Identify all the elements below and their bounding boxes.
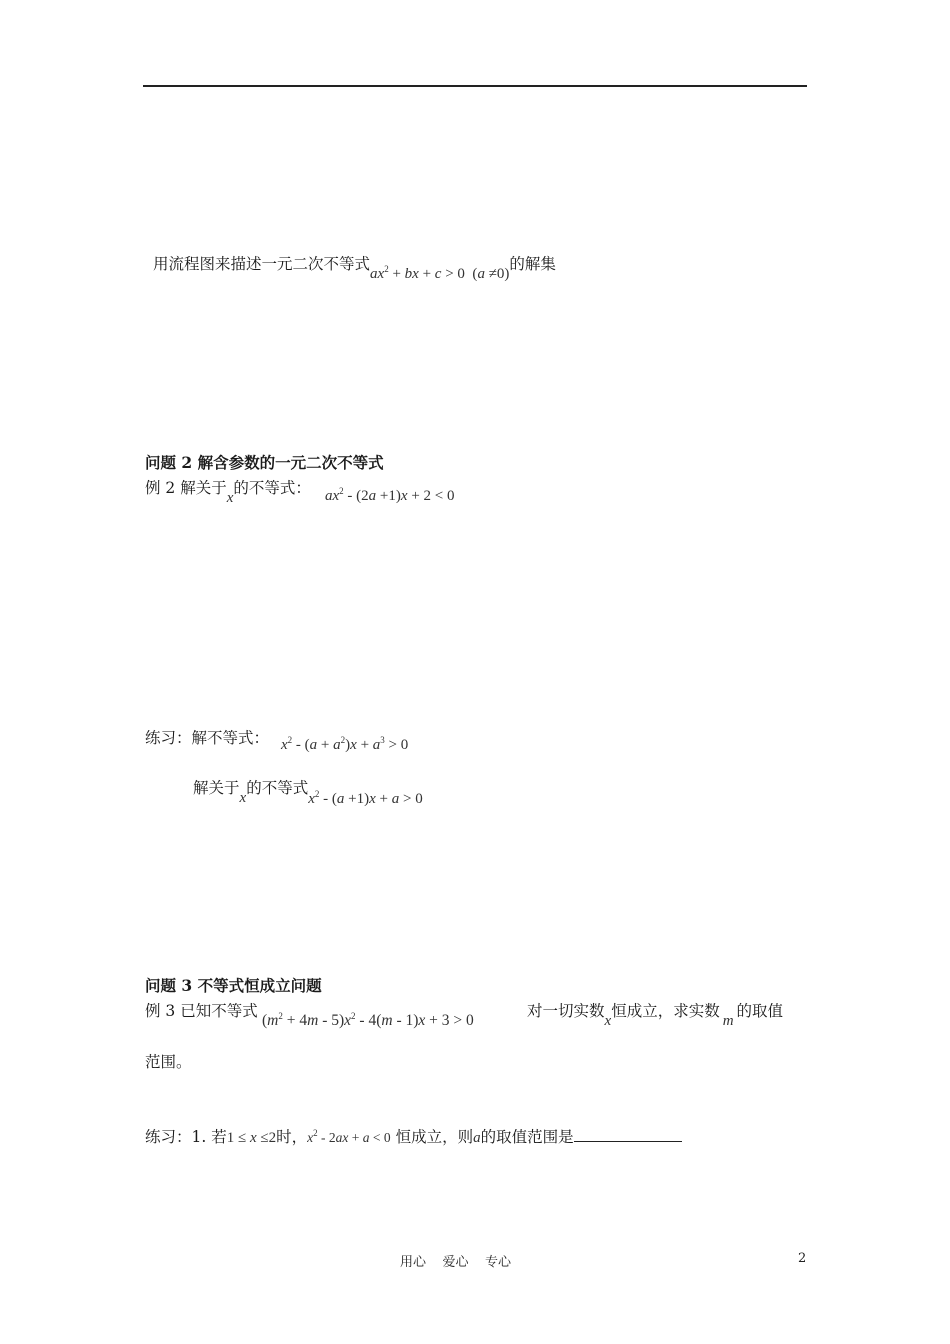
formula-example3: $(m^2 + 4m - 5)x^2 - 4(m - 1)x + 3 > 0$	[262, 1011, 474, 1029]
practice2-end: 的取值范围是	[480, 1128, 574, 1146]
practice1-label: 练习：解不等式：	[145, 729, 270, 747]
formula-example2: $ax^2 - (2a +1)x + 2 < 0$	[325, 486, 455, 504]
formula-condition: 1 ≤ x ≤2	[226, 1130, 277, 1146]
example2-suffix: 的不等式：	[233, 479, 311, 497]
example3-text-mid2: 恒成立，求实数	[611, 1002, 720, 1020]
formula-general-quadratic: $ax^2$ + bx + c > 0 (a ≠0)	[370, 264, 510, 282]
answer-blank	[574, 1127, 682, 1142]
variable-m: m	[722, 1013, 734, 1029]
flowchart-line	[153, 252, 556, 282]
practice2-mid: 恒成立，则	[395, 1128, 474, 1146]
header-rule	[143, 85, 807, 87]
problem2-heading: 问题 2 解含参数的一元二次不等式	[145, 453, 384, 472]
practice2-line	[145, 1125, 682, 1147]
example2-line	[145, 476, 311, 506]
variable-x: x	[239, 790, 247, 806]
footer-motto: 用心 爱心 专心	[400, 1255, 512, 1270]
example3-text-end: 的取值	[736, 1002, 784, 1020]
variable-x: x	[604, 1013, 612, 1029]
formula-practice1b: $x^2 - (a +1)x + a > 0$	[308, 789, 423, 807]
example3-line2: 范围。	[145, 1053, 192, 1071]
page-number: 2	[798, 1251, 807, 1266]
practice1-line2-suffix: 的不等式	[246, 779, 309, 797]
practice1-line2	[193, 776, 423, 807]
flowchart-text-before: 用流程图来描述一元二次不等式	[153, 255, 371, 273]
flowchart-text-after: 的解集	[509, 255, 556, 273]
example2-prefix: 例 2 解关于	[145, 479, 227, 497]
formula-practice1a: $x^2 - (a + a^2)x + a^3 > 0$	[281, 735, 409, 753]
practice2-prefix: 练习：1. 若	[145, 1128, 227, 1146]
practice1-line2-prefix: 解关于	[193, 779, 240, 797]
example3-line-tail	[527, 999, 784, 1029]
example3-line	[145, 999, 258, 1021]
variable-a: a	[473, 1130, 481, 1146]
example3-prefix: 例 3 已知不等式	[145, 1002, 258, 1020]
example3-text-mid: 对一切实数	[527, 1002, 605, 1020]
formula-practice2: $x^2 - 2ax + a < 0$	[307, 1128, 391, 1145]
problem3-heading: 问题 3 不等式恒成立问题	[145, 976, 322, 995]
variable-x: x	[226, 490, 234, 506]
practice2-cond-suffix: 时，	[276, 1128, 308, 1146]
